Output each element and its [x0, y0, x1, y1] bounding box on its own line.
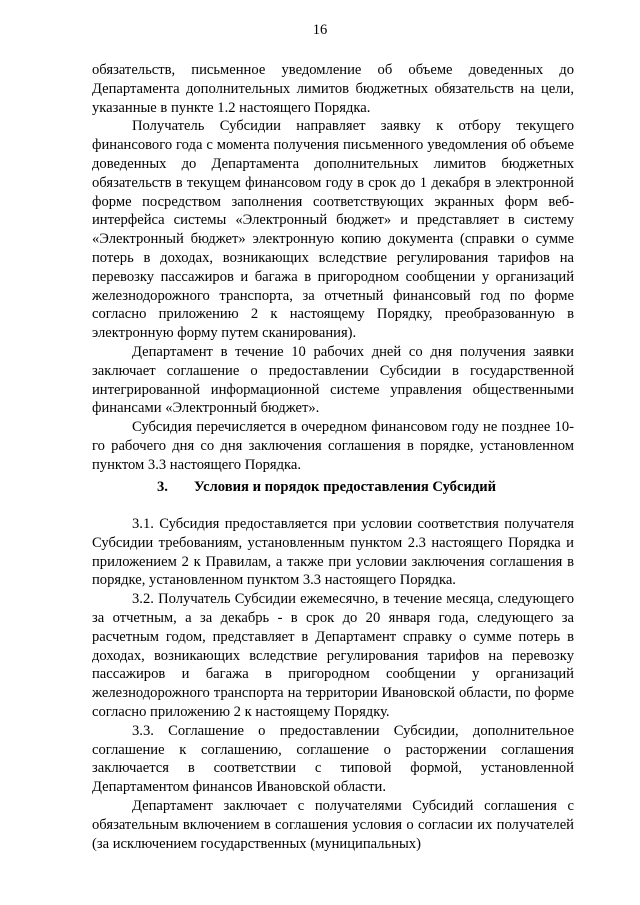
paragraph-subsidy-transfer: Субсидия перечисляется в очередном финансовом году не позднее 10-го рабочего дня со дня заключения соглашения в порядке, установленном пунктом 3.3 настоящего Порядка.	[92, 419, 574, 473]
section-number: 3.	[157, 479, 168, 495]
paragraph-3-1: 3.1. Субсидия предоставляется при условии соответствия получателя Субсидии требованиям, установленным пунктом 2.3 настоящего Порядка и приложением 2 к Правилам, а также при условии заключения соглашения в порядке, установленном пунктом 3.3 настоящего Порядка.	[92, 516, 574, 589]
page-number: 16	[312, 22, 328, 38]
paragraph-agreement-conclusion: Департамент в течение 10 рабочих дней со дня получения заявки заключает соглашение о предоставлении Субсидии в государственной интегрированной информационной системе управления общественными финансами «Электронный бюджет».	[92, 343, 574, 417]
paragraph-3-3: 3.3. Соглашение о предоставлении Субсидии, дополнительное соглашение к соглашению, соглашение о расторжении соглашения заключается в соответствии с типовой формой, установленной Департаментом финансов Ивановской области.	[92, 722, 574, 796]
paragraph-consent-condition: Департамент заключает с получателями Субсидий соглашения с обязательным включением в соглашения условия о согласии их получателей (за исключением государственных (муниципальных)	[92, 797, 574, 852]
body-text-upper	[92, 61, 574, 475]
paragraph-3-2: 3.2. Получатель Субсидии ежемесячно, в течение месяца, следующего за отчетным, а за декабрь - в срок до 20 января года, следующего за расчетным годом, представляет в Департамент справку о сумме потерь в доходах, возникающих вследствие регулирования тарифов на перевозку пассажиров и багажа в пригородном сообщении у организаций железнодорожного транспорта на территории Ивановской области, по форме согласно приложению 2 к настоящему Порядку.	[92, 591, 574, 720]
body-text-lower	[92, 515, 574, 853]
paragraph-application-submission: Получатель Субсидии направляет заявку к отбору текущего финансового года с момента получения письменного уведомления об объеме доведенных до Департамента дополнительных лимитов бюджетных обязательств в текущем финансовом году в срок до 1 декабря в электронной форме посредством заполнения соответствующих экранных форм веб-интерфейса системы «Электронный бюджет» и представляет в систему «Электронный бюджет» электронную копию документа (справки о сумме потерь в доходах, возникающих вследствие регулирования тарифов на перевозку пассажиров и багажа в пригородном сообщении у организаций железнодорожного транспорта, за отчетный финансовый год по форме согласно приложению 2 к настоящему Порядку, преобразованную в электронную форму путем сканирования).	[92, 118, 574, 342]
section-title: Условия и порядок предоставления Субсидий	[194, 479, 497, 495]
paragraph-continuation: обязательств, письменное уведомление об объеме доведенных до Департамента дополнительных лимитов бюджетных обязательств на цели, указанные в пункте 1.2 настоящего Порядка.	[92, 62, 574, 116]
